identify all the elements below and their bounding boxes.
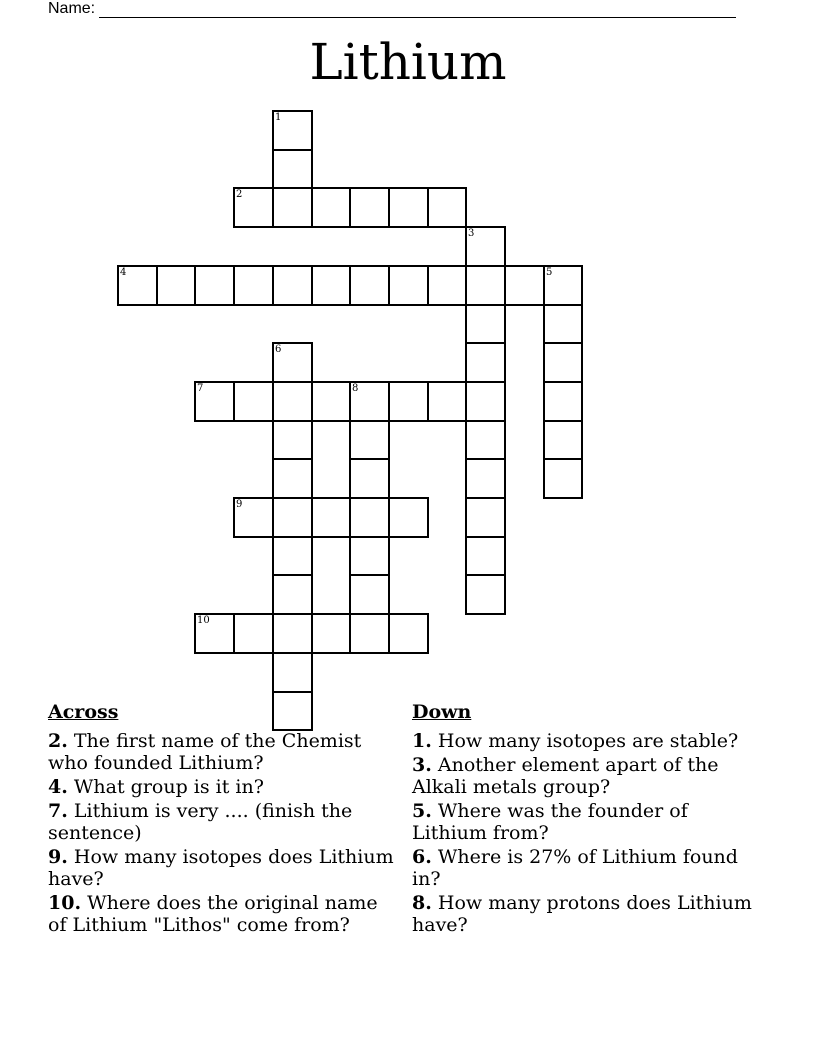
grid-cell[interactable] <box>388 265 429 306</box>
puzzle-title: Lithium <box>309 33 507 91</box>
down-clue: 6. Where is 27% of Lithium found in? <box>412 846 738 890</box>
grid-cell[interactable] <box>233 265 274 306</box>
grid-cell[interactable] <box>117 265 158 306</box>
grid-cell[interactable] <box>156 265 196 306</box>
grid-cell[interactable] <box>194 265 235 306</box>
grid-cell[interactable] <box>543 265 583 306</box>
grid-cell[interactable] <box>272 536 313 576</box>
clue-number: 4 <box>120 267 127 278</box>
grid-cell[interactable] <box>349 187 390 228</box>
grid-cell[interactable] <box>272 497 313 538</box>
clue-number: 10 <box>197 615 210 626</box>
down-clue: 1. How many isotopes are stable? <box>412 730 739 752</box>
clue-number: 8 <box>352 383 359 394</box>
grid-cell[interactable] <box>388 497 429 538</box>
grid-cell[interactable] <box>349 420 390 460</box>
grid-cell[interactable] <box>543 304 583 344</box>
grid-cell[interactable] <box>465 342 506 383</box>
grid-cell[interactable] <box>349 497 390 538</box>
grid-cell[interactable] <box>311 497 351 538</box>
grid-cell[interactable] <box>543 420 583 460</box>
grid-cell[interactable] <box>349 574 390 615</box>
grid-cell[interactable] <box>465 497 506 538</box>
clue-number: 6 <box>275 344 282 355</box>
name-underline[interactable] <box>99 3 736 18</box>
grid-cell[interactable] <box>233 381 274 422</box>
grid-cell[interactable] <box>465 458 506 499</box>
grid-cell[interactable] <box>311 265 351 306</box>
grid-cell[interactable] <box>427 265 467 306</box>
down-clue: 8. How many protons does Lithium have? <box>412 892 752 936</box>
across-clue: 2. The first name of the Chemist who founded Lithium? <box>48 730 362 774</box>
grid-cell[interactable] <box>311 187 351 228</box>
grid-cell[interactable] <box>465 304 506 344</box>
grid-cell[interactable] <box>233 187 274 228</box>
grid-cell[interactable] <box>349 265 390 306</box>
grid-cell[interactable] <box>233 497 274 538</box>
grid-cell[interactable] <box>272 110 313 151</box>
across-clue: 10. Where does the original name of Lithium "Lithos" come from? <box>48 892 378 936</box>
grid-cell[interactable] <box>465 226 506 267</box>
grid-cell[interactable] <box>465 574 506 615</box>
grid-cell[interactable] <box>272 187 313 228</box>
grid-cell[interactable] <box>272 458 313 499</box>
across-heading: Across <box>48 701 119 723</box>
grid-cell[interactable] <box>427 187 467 228</box>
down-clue: 3. Another element apart of the Alkali metals group? <box>412 754 719 798</box>
grid-cell[interactable] <box>465 265 506 306</box>
grid-cell[interactable] <box>388 381 429 422</box>
grid-cell[interactable] <box>465 381 506 422</box>
across-clues <box>48 700 396 938</box>
name-label: Name: <box>48 0 96 17</box>
grid-cell[interactable] <box>504 265 545 306</box>
grid-cell[interactable] <box>272 420 313 460</box>
grid-cell[interactable] <box>272 342 313 383</box>
clue-number: 9 <box>236 499 243 510</box>
grid-cell[interactable] <box>543 458 583 499</box>
down-clues <box>412 700 762 938</box>
down-clue: 5. Where was the founder of Lithium from? <box>412 800 688 844</box>
grid-cell[interactable] <box>543 342 583 383</box>
grid-cell[interactable] <box>349 458 390 499</box>
grid-cell[interactable] <box>233 613 274 654</box>
grid-cell[interactable] <box>272 652 313 693</box>
grid-cell[interactable] <box>388 613 429 654</box>
grid-cell[interactable] <box>194 381 235 422</box>
grid-cell[interactable] <box>543 381 583 422</box>
grid-cell[interactable] <box>272 265 313 306</box>
across-clue: 9. How many isotopes does Lithium have? <box>48 846 394 890</box>
down-heading: Down <box>412 701 472 723</box>
grid-cell[interactable] <box>272 613 313 654</box>
grid-cell[interactable] <box>272 574 313 615</box>
grid-cell[interactable] <box>349 613 390 654</box>
grid-cell[interactable] <box>349 536 390 576</box>
across-clue: 4. What group is it in? <box>48 776 264 798</box>
clue-number: 5 <box>546 267 553 278</box>
clue-number: 1 <box>275 112 282 123</box>
grid-cell[interactable] <box>272 381 313 422</box>
name-field[interactable] <box>48 0 736 18</box>
across-clue: 7. Lithium is very .... (finish the sentence) <box>48 800 353 844</box>
clue-number: 7 <box>197 383 204 394</box>
grid-cell[interactable] <box>349 381 390 422</box>
grid-cell[interactable] <box>465 536 506 576</box>
grid-cell[interactable] <box>311 613 351 654</box>
grid-cell[interactable] <box>427 381 467 422</box>
grid-cell[interactable] <box>272 149 313 189</box>
clue-number: 3 <box>468 228 475 239</box>
clue-number: 2 <box>236 189 243 200</box>
grid-cell[interactable] <box>194 613 235 654</box>
grid-cell[interactable] <box>311 381 351 422</box>
grid-cell[interactable] <box>465 420 506 460</box>
grid-cell[interactable] <box>388 187 429 228</box>
